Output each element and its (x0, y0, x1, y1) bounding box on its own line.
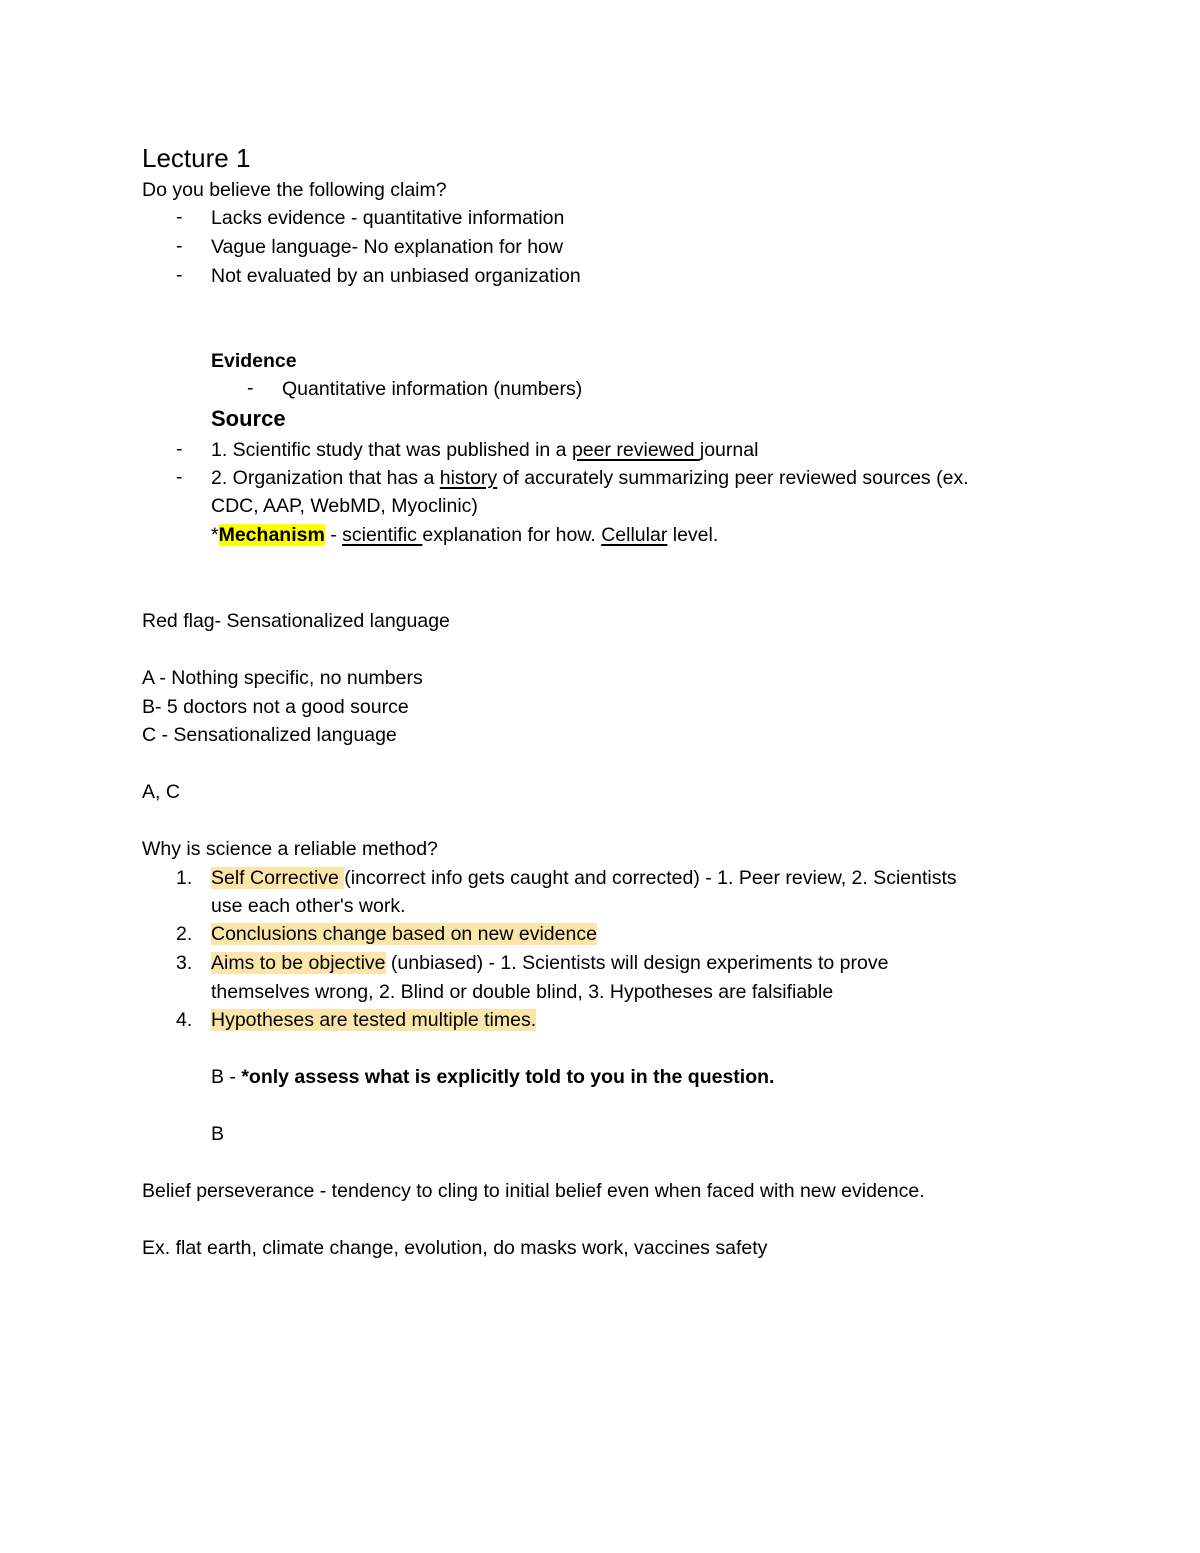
question-text: Do you believe the following claim? (142, 179, 447, 201)
claim-issue-2: Vague language- No explanation for how (211, 236, 563, 258)
source-item-2-text: 2. Organization that has a (211, 467, 440, 489)
reason-3-rest: (unbiased) - 1. Scientists will design experiments to prove (385, 952, 889, 974)
reason-1-continued: use each other's work. (211, 895, 406, 917)
reason-1 (211, 866, 957, 890)
answer-b: B- 5 doctors not a good source (142, 696, 409, 718)
bullet-dash: - (247, 377, 254, 399)
source-heading: Source (211, 406, 286, 431)
mechanism-star: * (211, 524, 219, 546)
mechanism-sep: - (324, 524, 343, 546)
page-title: Lecture 1 (142, 143, 251, 173)
reason-2 (211, 922, 597, 946)
reason-3-continued: themselves wrong, 2. Blind or double blind, 3. Hypotheses are falsifiable (211, 981, 834, 1003)
bullet-dash: - (176, 466, 183, 488)
b-note-bold: *only assess what is explicitly told to you in the question. (241, 1066, 775, 1088)
scientific-underlined: scientific (342, 524, 423, 546)
answer-c: C - Sensationalized language (142, 724, 397, 746)
bullet-dash: - (176, 235, 183, 257)
b-answer: B (211, 1123, 225, 1145)
belief-perseverance: Belief perseverance - tendency to cling to initial belief even when faced with new evidence. (142, 1180, 925, 1202)
cellular-underlined: Cellular (601, 524, 668, 546)
reason-3-highlight: Aims to be objective (211, 952, 386, 974)
reason-1-highlight: Self Corrective (211, 867, 345, 889)
bullet-dash: - (176, 438, 183, 460)
reason-4 (211, 1008, 536, 1032)
mechanism-mid: explanation for how. (422, 524, 602, 546)
mechanism-line (211, 523, 718, 547)
evidence-item: Quantitative information (numbers) (282, 378, 583, 400)
bullet-dash: - (176, 264, 183, 286)
peer-reviewed-underlined: peer reviewed (571, 439, 700, 461)
claim-issue-1: Lacks evidence - quantitative information (211, 207, 565, 229)
b-note (211, 1065, 774, 1089)
mechanism-end: level. (667, 524, 719, 546)
claim-issue-3: Not evaluated by an unbiased organization (211, 265, 581, 287)
evidence-heading: Evidence (211, 350, 297, 372)
list-number: 4. (176, 1009, 193, 1031)
list-number: 3. (176, 952, 193, 974)
reason-3 (211, 951, 888, 975)
source-item-2 (211, 466, 969, 490)
source-item-1-end: journal (699, 439, 759, 461)
source-item-1 (211, 438, 758, 462)
reason-1-rest: (incorrect info gets caught and corrected) - 1. Peer review, 2. Scientists (344, 867, 957, 889)
reason-4-highlight: Hypotheses are tested multiple times. (211, 1009, 537, 1031)
examples-text: Ex. flat earth, climate change, evolution, do masks work, vaccines safety (142, 1237, 768, 1259)
source-item-1-text: 1. Scientific study that was published in a (211, 439, 572, 461)
answer-ac: A, C (142, 781, 180, 803)
mechanism-highlight: Mechanism (218, 524, 325, 546)
list-number: 2. (176, 923, 193, 945)
bullet-dash: - (176, 206, 183, 228)
answer-a: A - Nothing specific, no numbers (142, 667, 423, 689)
history-underlined: history (439, 467, 498, 489)
source-item-2-continued: CDC, AAP, WebMD, Myoclinic) (211, 495, 478, 517)
b-note-prefix: B - (211, 1066, 242, 1088)
why-question: Why is science a reliable method? (142, 838, 438, 860)
reason-2-highlight: Conclusions change based on new evidence (211, 923, 597, 945)
red-flag-text: Red flag- Sensationalized language (142, 610, 450, 632)
list-number: 1. (176, 867, 193, 889)
source-item-2-end: of accurately summarizing peer reviewed sources (ex. (497, 467, 969, 489)
